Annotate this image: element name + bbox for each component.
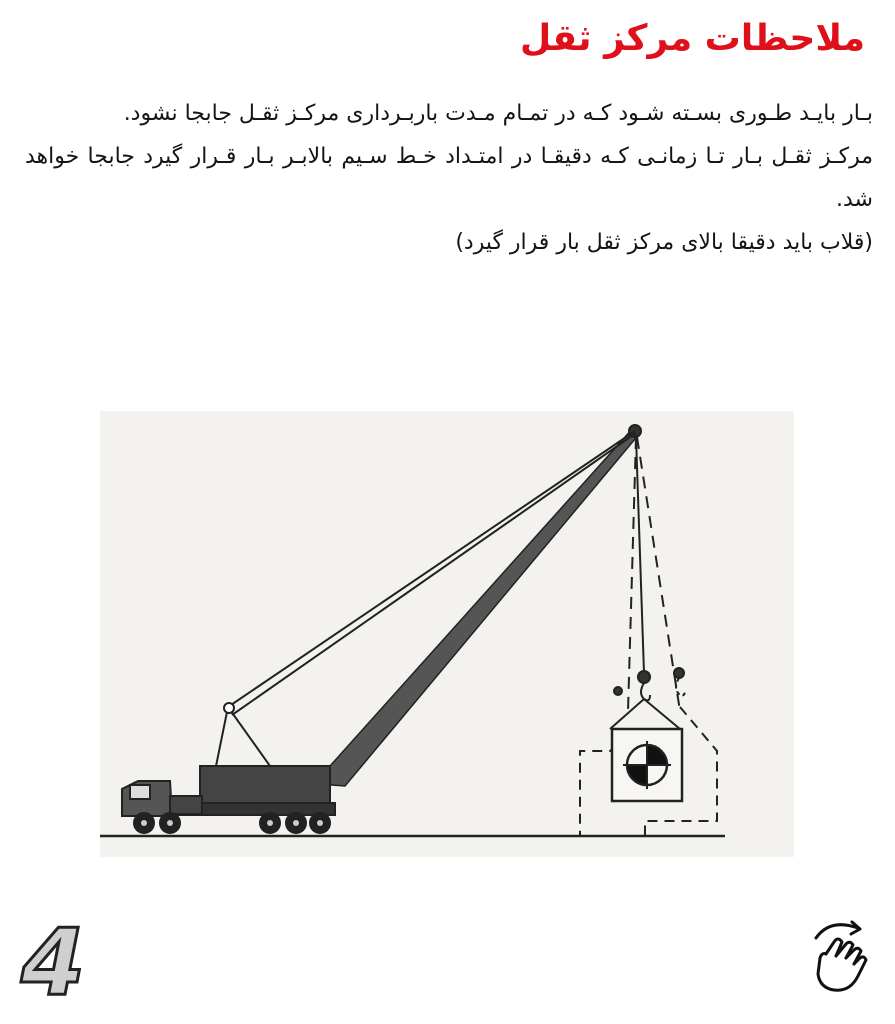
page-number-text: 4: [20, 920, 86, 1000]
crane-illustration: [100, 411, 794, 857]
hoist-line: [636, 437, 644, 673]
paragraph-2: مرکـز ثقـل بـار تـا زمانـی کـه دقیقـا در امتـداد خـط سـیم بالابـر بـار قـرار گیرد جابجا خواهد شد.: [25, 144, 873, 212]
paragraph-1: بـار بایـد طـوری بسـته شـود کـه در تمـام مـدت باربـرداری مرکـز ثقـل جابجا نشود.: [123, 101, 873, 126]
swipe-hand-icon: [806, 914, 876, 998]
page-title: ملاحظات مرکز ثقل: [520, 18, 865, 59]
paragraph-3: (قلاب باید دقیقا بالای مرکز ثقل بار قرار گیرد): [455, 230, 873, 255]
crane-boom: [305, 427, 640, 786]
page-number: [18, 920, 88, 1000]
a-frame: [215, 707, 228, 771]
body-text: [25, 92, 873, 264]
crane-truck: [122, 766, 335, 833]
hook-block: [638, 671, 650, 683]
